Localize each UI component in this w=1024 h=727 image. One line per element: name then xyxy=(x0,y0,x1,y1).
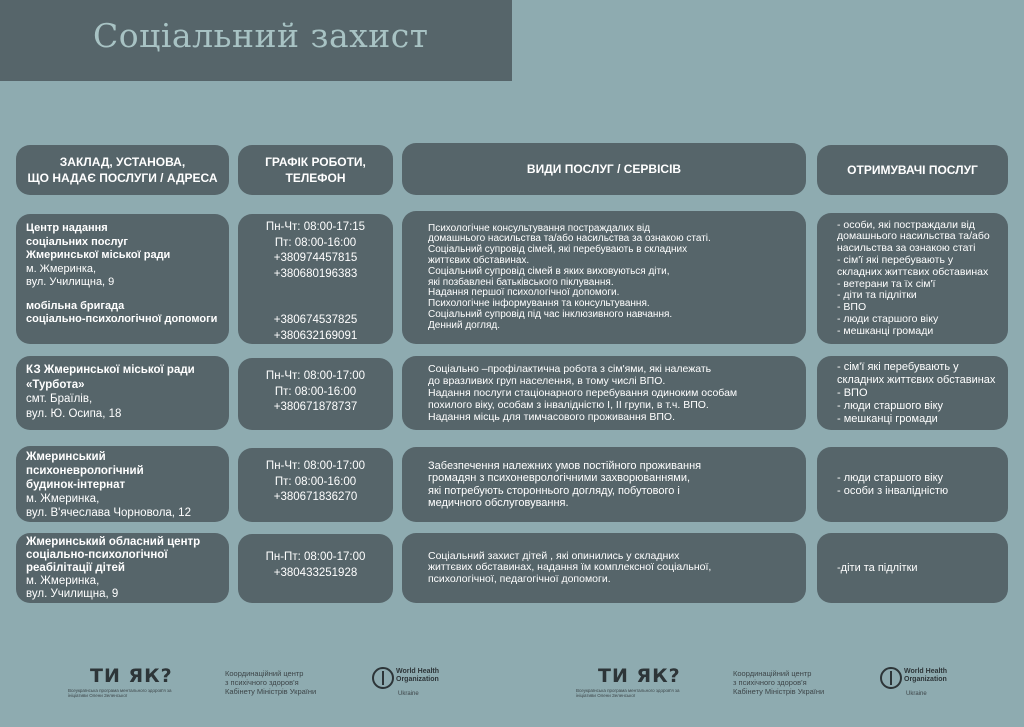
who-line: World Health xyxy=(396,668,440,675)
who-wordmark xyxy=(396,668,439,683)
service-line: домашнього насильства та/або насильства за ознакою статі. xyxy=(428,233,711,245)
service-line: Соціальний супровід сімей, які перебувають в складних xyxy=(428,244,688,256)
who-country: Ukraine xyxy=(398,691,419,697)
row-2-recipients xyxy=(817,356,1008,430)
phone-number: +380974457815 xyxy=(273,252,358,264)
service-line: Забезпечення належних умов постійного проживання xyxy=(428,459,702,472)
coord-line: Координаційний центр xyxy=(733,669,812,678)
service-line: Соціально –профілактична робота з сім'ями, які належать xyxy=(428,363,712,375)
service-line: Надання першої психологічної допомоги. xyxy=(428,287,620,299)
recipient-line: - ВПО xyxy=(837,386,868,399)
recipient-line: - ветерани та їх сім'ї xyxy=(837,277,936,290)
header-institution-line: ЩО НАДАЄ ПОСЛУГИ / АДРЕСА xyxy=(27,171,218,185)
institution-name-line: Жмеринської міської ради xyxy=(26,249,171,261)
service-line: психологічної, педагогічної допомоги. xyxy=(428,572,611,585)
schedule-line: Пн-Пт: 08:00-17:00 xyxy=(265,551,366,563)
institution-name-line: Центр надання xyxy=(26,222,108,234)
service-line: Психологічне інформування та консультування. xyxy=(428,298,650,310)
recipient-line: - ВПО xyxy=(837,301,867,314)
schedule-line: Пн-Чт: 08:00-17:15 xyxy=(265,221,366,233)
header-schedule-line: ТЕЛЕФОН xyxy=(285,171,346,185)
recipient-line: -діти та підлітки xyxy=(837,561,918,574)
institution-address-line: вул. Ю. Осипа, 18 xyxy=(26,407,122,420)
recipient-line: насильства за ознакою статі xyxy=(837,242,976,255)
service-line: Соціальний супровід під час інклюзивного навчання. xyxy=(428,308,673,320)
recipient-line: складних життєвих обставинах xyxy=(837,265,989,278)
institution-address-line: вул. Училищна, 9 xyxy=(26,588,119,600)
institution-name-line: соціально-психологічної xyxy=(26,549,168,561)
recipient-line: - особи, які постраждали від xyxy=(837,218,975,231)
who-emblem-icon xyxy=(372,667,394,689)
row-4-services xyxy=(402,533,806,603)
institution-name-line: соціальних послуг xyxy=(26,235,128,248)
phone-number: +380680196383 xyxy=(273,267,358,280)
coord-line: Кабінету Міністрів України xyxy=(225,687,317,696)
row-1-schedule xyxy=(238,214,393,344)
tiyak-tagline: Всеукраїнська програма ментального здоров'я за ініціативи Олени Зеленської xyxy=(68,688,172,698)
who-wordmark xyxy=(904,668,947,683)
service-line: до вразливих груп населення, в тому числі ВПО. xyxy=(428,375,666,387)
service-line: похилого віку, особам з інвалідністю І, ІІ групи, в т.ч. ВПО. xyxy=(428,399,709,411)
title-bar xyxy=(0,0,512,81)
coordination-center xyxy=(225,669,316,696)
service-line: Соціальний захист дітей , які опинились у складних xyxy=(428,549,680,562)
service-line: життєвих обставинах. xyxy=(428,254,530,266)
row-1-institution xyxy=(16,214,229,344)
service-line: медичного обслуговування. xyxy=(428,497,569,509)
phone-number: +380433251928 xyxy=(273,566,358,579)
service-line: громадян з психоневрологічними захворюваннями, xyxy=(428,472,691,484)
header-services xyxy=(402,143,806,195)
service-line: Денний догляд. xyxy=(428,319,501,331)
who-line: Organization xyxy=(396,675,439,683)
service-line: які потребують стороннього догляду, побутового і xyxy=(428,484,680,497)
phone-number: +380671836270 xyxy=(273,491,358,503)
header-recipients-line: ОТРИМУВАЧІ ПОСЛУГ xyxy=(847,163,978,177)
coord-line: з психічного здоров'я xyxy=(733,678,807,687)
recipient-line: - мешканці громади xyxy=(837,412,938,425)
header-institution-line: ЗАКЛАД, УСТАНОВА, xyxy=(59,155,186,169)
mobile-team-line: соціально-психологічної допомоги xyxy=(26,313,218,325)
mobile-team-line: мобільна бригада xyxy=(26,299,125,312)
page-title: Соціальний захист xyxy=(93,16,429,55)
who-line: World Health xyxy=(904,668,948,675)
recipient-line: - діти та підлітки xyxy=(837,289,917,302)
phone-number: +380674537825 xyxy=(273,314,358,326)
institution-address-line: м. Жмеринка, xyxy=(26,493,100,505)
header-recipients xyxy=(817,145,1008,195)
row-3-schedule xyxy=(238,448,393,522)
service-line: Психологічне консультування постраждалих від xyxy=(428,222,651,234)
institution-address-line: м. Жмеринка, xyxy=(26,262,97,275)
recipient-line: - люди старшого віку xyxy=(837,471,944,484)
phone-number: +380632169091 xyxy=(273,329,358,342)
institution-name-line: КЗ Жмеринської міської ради xyxy=(26,364,195,376)
service-line: Надання місць для тимчасового проживання ВПО. xyxy=(428,411,675,423)
row-1-services xyxy=(402,211,806,344)
header-services-line: ВИДИ ПОСЛУГ / СЕРВІСІВ xyxy=(526,162,682,176)
tiyak-logo: ТИ ЯК? xyxy=(90,665,173,687)
institution-name-line: психоневрологічний xyxy=(26,465,144,477)
schedule-line: Пн-Чт: 08:00-17:00 xyxy=(265,460,366,472)
service-line: Соціальний супровід сімей в яких виховуються діти, xyxy=(428,265,670,277)
row-2-institution xyxy=(16,356,229,430)
row-1-recipients xyxy=(817,213,1008,344)
institution-address-line: смт. Браїлів, xyxy=(26,393,93,405)
recipient-line: - особи з інвалідністю xyxy=(837,484,949,497)
header-schedule-line: ГРАФІК РОБОТИ, xyxy=(265,155,366,169)
header-schedule xyxy=(238,145,393,195)
institution-address-line: вул. Училищна, 9 xyxy=(26,276,115,288)
recipient-line: домашнього насильства та/або xyxy=(837,230,990,243)
recipient-line: - люди старшого віку xyxy=(837,399,944,412)
schedule-line: Пн-Чт: 08:00-17:00 xyxy=(265,370,366,382)
row-4-recipients xyxy=(817,533,1008,603)
institution-address-line: м. Жмеринка, xyxy=(26,575,100,587)
recipient-line: - мешканці громади xyxy=(837,324,934,337)
recipient-line: складних життєвих обставинах xyxy=(837,373,996,386)
institution-name-line: будинок-інтернат xyxy=(26,479,126,491)
tiyak-logo: ТИ ЯК? xyxy=(598,665,681,687)
row-2-schedule xyxy=(238,358,393,430)
schedule-line: Пт: 08:00-16:00 xyxy=(274,385,357,398)
row-2-services xyxy=(402,356,806,430)
institution-name-line: Жмеринський обласний центр xyxy=(26,536,201,548)
who-country: Ukraine xyxy=(906,691,927,697)
row-3-recipients xyxy=(817,447,1008,522)
coord-line: з психічного здоров'я xyxy=(225,678,299,687)
coord-line: Координаційний центр xyxy=(225,669,304,678)
phone-number: +380671878737 xyxy=(273,401,358,413)
schedule-line: Пт: 08:00-16:00 xyxy=(274,236,357,249)
institution-name-line: реабілітації дітей xyxy=(26,562,125,574)
service-line: життєвих обставинах, надання їм комплексної соціальної, xyxy=(428,561,712,574)
institution-address-line: вул. В'ячеслава Чорновола, 12 xyxy=(26,507,191,519)
service-line: Надання послуги стаціонарного перебування одиноким особам xyxy=(428,387,738,399)
header-institution xyxy=(16,145,229,195)
recipient-line: - сім'ї які перебувають у xyxy=(837,253,954,266)
coord-line: Кабінету Міністрів України xyxy=(733,687,825,696)
who-line: Organization xyxy=(904,675,947,683)
schedule-line: Пт: 08:00-16:00 xyxy=(274,475,357,488)
service-line: які позбавлені батьківського піклування. xyxy=(428,276,614,288)
tiyak-tagline: Всеукраїнська програма ментального здоров'я за ініціативи Олени Зеленської xyxy=(576,688,680,698)
recipient-line: - сім'ї які перебувають у xyxy=(837,360,959,373)
recipient-line: - люди старшого віку xyxy=(837,312,939,325)
who-emblem-icon xyxy=(880,667,902,689)
row-3-institution xyxy=(16,446,229,522)
institution-name-line: «Турбота» xyxy=(26,378,85,391)
row-4-schedule xyxy=(238,534,393,603)
row-3-services xyxy=(402,447,806,522)
row-4-institution xyxy=(16,533,229,603)
coordination-center xyxy=(733,669,824,696)
institution-name-line: Жмеринський xyxy=(26,451,106,463)
